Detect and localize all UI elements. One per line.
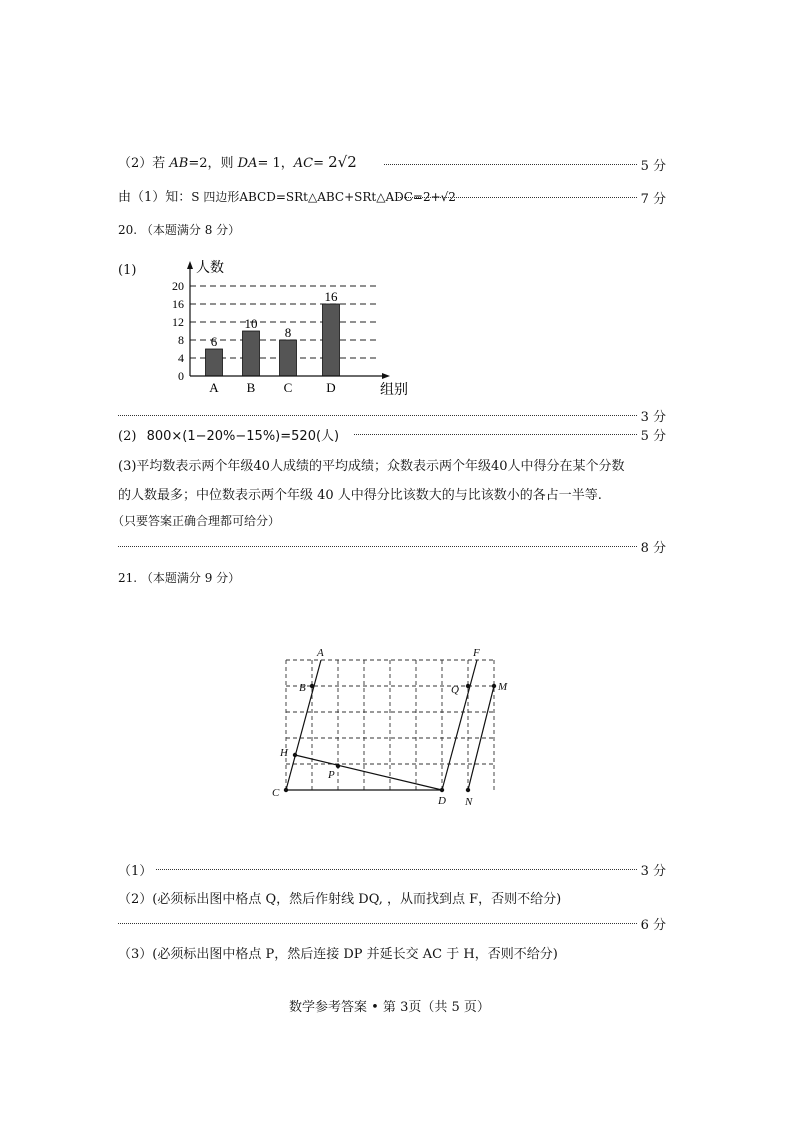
label-n: N	[465, 796, 473, 808]
ac-value: 2√2	[328, 153, 357, 171]
q19-part2-leader	[380, 156, 666, 172]
dot-leader	[354, 434, 637, 435]
chart-ylabel: 人数	[196, 261, 224, 276]
segment-df	[442, 660, 477, 790]
q19-part2-eq1: =2，则	[188, 156, 238, 171]
q21-part3-text: （3）(必须标出图中格点 P，然后连接 DP 并延长交 AC 于 H，否则不给分)	[118, 947, 558, 962]
x-tick-label: C	[283, 380, 293, 395]
q20-part2-formula: 800×(1−20%−15%)=520(人)	[146, 429, 340, 444]
y-tick-label: 0	[178, 369, 184, 383]
seg-ab: AB	[169, 156, 189, 171]
x-tick-label: B	[246, 380, 256, 395]
q21-part1-label: （1）	[118, 863, 153, 879]
y-tick-label: 20	[172, 279, 184, 293]
q20-title: 20. （本题满分 8 分）	[118, 223, 241, 237]
y-tick-label: 4	[178, 351, 184, 365]
q21-part2-leader	[118, 915, 666, 931]
q19-part1-leader	[392, 189, 666, 205]
dot-leader	[396, 197, 637, 198]
q20-part2-label: (2)	[118, 429, 137, 444]
label-m: M	[498, 681, 508, 693]
score: 7 分	[640, 191, 666, 207]
dot-leader	[384, 164, 637, 165]
q20-part3-line2: 的人数最多；中位数表示两个年级 40 人中得分比该数大的与比该数小的各占一半等.	[118, 488, 602, 503]
label-q: Q	[451, 684, 459, 696]
y-tick-label: 16	[172, 297, 184, 311]
q21-part1-leader	[118, 861, 666, 877]
grid-figure	[266, 648, 526, 808]
label-h: H	[280, 747, 288, 759]
segment-dh	[295, 755, 442, 790]
bar-chart	[164, 258, 424, 398]
q20-part3-leader	[118, 538, 666, 554]
y-tick-label: 8	[178, 333, 184, 347]
bar-c	[280, 340, 297, 376]
q19-part2-text	[118, 152, 357, 171]
chart-y-ticks	[172, 279, 184, 383]
q19-part2-num: （2）若	[118, 156, 170, 171]
bar-d	[323, 304, 340, 376]
score: 5 分	[640, 428, 666, 444]
data-label: 16	[324, 289, 338, 304]
x-tick-label: D	[326, 380, 336, 395]
score: 5 分	[640, 158, 666, 174]
y-tick-label: 12	[172, 315, 184, 329]
seg-da: DA	[237, 156, 258, 171]
dot-leader	[156, 869, 636, 870]
label-a: A	[317, 648, 324, 659]
q19-intro: 由（1）知：	[118, 190, 192, 205]
score: 3 分	[640, 863, 666, 879]
q19-part2-eq3: =	[313, 156, 329, 171]
segment-ac	[286, 660, 321, 790]
dot-leader	[118, 923, 637, 924]
score: 8 分	[640, 540, 666, 556]
chart-xlabel: 组别	[380, 383, 408, 398]
dot-leader	[118, 415, 637, 416]
data-label: 6	[210, 334, 218, 349]
label-b: B	[299, 682, 306, 694]
x-tick-label: A	[209, 380, 219, 395]
bar-b	[243, 331, 260, 376]
q20-part2-leader	[350, 426, 666, 442]
data-label: 8	[284, 325, 292, 340]
dashed-grid	[286, 660, 494, 790]
label-p: P	[328, 769, 335, 781]
q19-part2-eq2: = 1，	[257, 156, 294, 171]
chart-x-ticks	[209, 380, 335, 395]
q20-part2-text	[118, 425, 339, 444]
q21-title: 21. （本题满分 9 分）	[118, 571, 241, 585]
data-label: 10	[244, 316, 258, 331]
q20-part3-note: （只要答案正确合理都可给分）	[112, 514, 281, 528]
label-c: C	[272, 787, 280, 799]
page-footer: 数学参考答案 • 第 3页（共 5 页）	[289, 1000, 490, 1015]
seg-ac: AC	[293, 156, 314, 171]
q21-part2-text: （2）(必须标出图中格点 Q，然后作射线 DQ, ，从而找到点 F，否则不给分)	[118, 892, 562, 907]
y-axis-arrow	[187, 261, 193, 269]
q20-part1-label: (1)	[118, 263, 137, 278]
x-axis-arrow	[382, 373, 390, 379]
dot-leader	[118, 546, 637, 547]
area-formula: S 四边形ABCD=SRt△ABC+SRt△ADC=2+√2	[191, 190, 456, 204]
q20-part1-leader	[118, 407, 666, 423]
q20-part3-line1: (3)平均数表示两个年级40人成绩的平均成绩；众数表示两个年级40人中得分在某个分数	[118, 459, 625, 474]
label-d: D	[438, 795, 446, 807]
score: 6 分	[640, 917, 666, 933]
bar-a	[206, 349, 223, 376]
label-f: F	[473, 648, 480, 659]
score: 3 分	[640, 409, 666, 425]
